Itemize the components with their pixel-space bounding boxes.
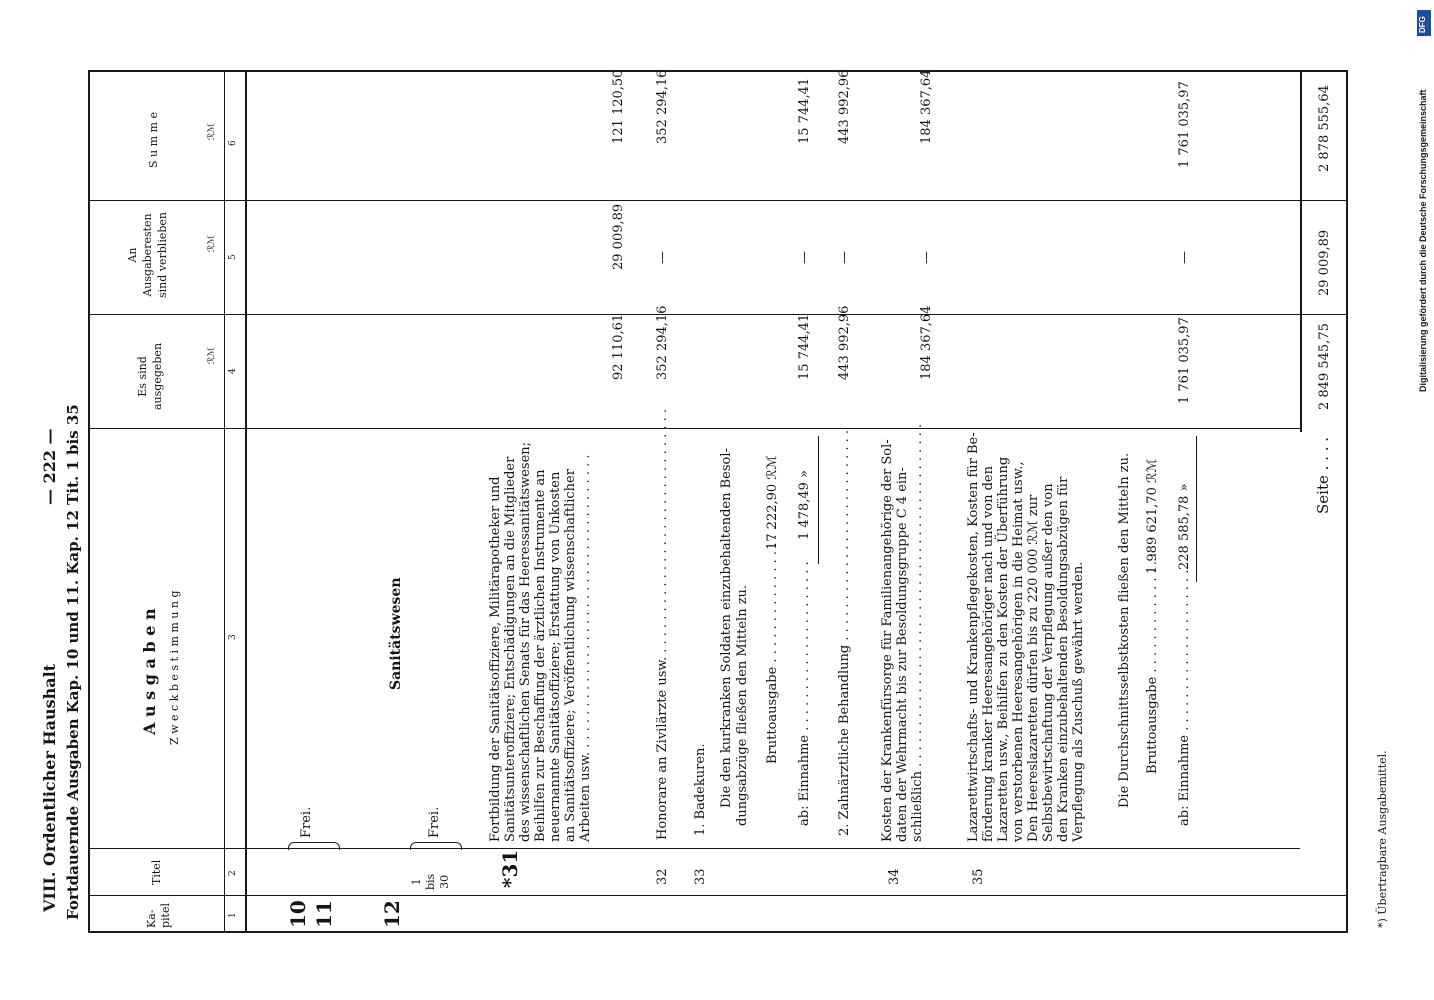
text-33-5: ab: Einnahme . . . . . . . . . . . . . . . . . . . . . (797, 561, 812, 826)
titel-31: *31 (498, 849, 522, 888)
titel-34: 34 (887, 868, 902, 885)
seite-label: Seite . . . . (1314, 437, 1332, 514)
value-33-einnahme: 1 478,49 » (797, 470, 812, 540)
colnum-3: 3 (228, 634, 238, 640)
text-33-3: dungsabzüge fließen den Mitteln zu. (735, 584, 750, 826)
rule-right-end (88, 70, 1348, 72)
text-31: Fortbildung der Sanitätsoffiziere, Militärapotheker und Sanitätsunteroffiziere; Entschädigungen an die Mitglieder des wissenschaftlichen Senats für das Heeressanitätswesen; Beihilfen zur Beschaffung der ärztlichen Instrumente an neuernannte Sanitätsoffiziere; Erstattung von Unkosten an Sanitätsoffiziere; Veröffentlichung wissenschaftlicher Arbeiten usw. . . . . . . . . . . . . . . . . . . . . . . . . . . . . . . . . . . . . (488, 441, 593, 842)
rule-kap-titel (88, 895, 1348, 896)
frei-note-1: Frei. (299, 806, 314, 838)
colnum-2: 2 (228, 870, 238, 876)
colnum-5: 5 (228, 254, 238, 260)
reste-31: 29 009,89 (611, 203, 626, 270)
summe-33-2: 443 992,96 (837, 69, 852, 144)
rule-left-end (88, 70, 90, 932)
text-32: Honorare an Zivilärzte usw. . . . . . . . . . . . . . . . . . . . . . . . . . . . . . . (655, 408, 670, 840)
col-ausgaben: A u s g a b e n (140, 608, 159, 735)
text-34: Kosten der Krankenfürsorge für Familienangehörige der Sol- daten der Wehrmacht bis zur Besoldungsgruppe C 4 ein- schließlich . . . . . . . . . . . . . . . . . . . . . . . . . . . . . . . . . . . . . . . . . . (880, 423, 925, 842)
dfg-logo-text: DFG (1418, 16, 1427, 33)
kapitel-12: 12 (380, 900, 404, 928)
seite-summe: 2 878 555,64 (1317, 85, 1332, 172)
ausgegeben-33: 15 744,41 (797, 313, 812, 380)
sum-rule-35 (1196, 436, 1197, 582)
summe-33: 15 744,41 (797, 77, 812, 144)
text-35: Lazarettwirtschafts- und Krankenpflegekosten, Kosten für Be- förderung kranker Heeresangehöriger nach und von den Lazaretten usw., Beihilfen zu den Kosten der Überführung von verstorbenen Heeresangehörigen in die Heimat usw., Den Heereslazaretten dürfen bis zu 220 000 ℛℳ zur Selbstbewirtschaftung der Verpflegung außer den von den Kranken einzubehaltenden Besoldungsabzügen für Verpflegung als Zuschuß gewährt werden. (966, 432, 1086, 842)
value-35-einnahme: 228 585,78 » (1177, 483, 1192, 570)
titel-35: 35 (971, 868, 986, 885)
summe-35: 1 761 035,97 (1177, 81, 1192, 168)
col-kapitel: Ka- pitel (145, 902, 172, 928)
rule-top (88, 931, 1348, 933)
reste-35: — (1177, 251, 1192, 264)
reste-32: — (655, 251, 670, 264)
summe-31: 121 120,50 (611, 69, 626, 144)
ausgegeben-33-2: 443 992,96 (837, 305, 852, 380)
rule-reste-summe (88, 200, 1348, 201)
brace-1 (288, 842, 340, 850)
ausgegeben-35: 1 761 035,97 (1177, 317, 1192, 404)
header-line2: Fortdauernde Ausgaben Kap. 10 und 11. Kap. 12 Tit. 1 bis 35 (64, 404, 82, 920)
text-33-2: Die den kurkranken Soldaten einzubehaltenden Besol- (719, 448, 734, 808)
col-summe: S u m m e (147, 112, 160, 168)
rule-bottom (1346, 70, 1348, 932)
rule-seite (1300, 70, 1302, 432)
footnote: *) Übertragbare Ausgabemittel. (1376, 750, 1389, 928)
col-ausgegeben: Es sind ausgegeben (136, 342, 164, 410)
colnum-4: 4 (228, 368, 238, 374)
frei-note-2: Frei. (427, 806, 442, 838)
value-35-brutto: 1 989 621,70 ℛℳ (1145, 458, 1160, 574)
col-titel: Titel (150, 859, 163, 885)
text-35-4: ab: Einnahme . . . . . . . . . . . . . . . . . . . . (1177, 569, 1192, 826)
colnum-6: 6 (228, 140, 238, 146)
sum-rule-33 (818, 436, 819, 564)
seite-ausgegeben: 2 849 545,75 (1317, 323, 1332, 410)
ausgegeben-34: 184 367,64 (919, 305, 934, 380)
unit-6: ℛℳ (207, 123, 217, 140)
text-35-2: Die Durchschnittsselbstkosten fließen den Mitteln zu. (1117, 452, 1132, 808)
unit-4: ℛℳ (207, 347, 217, 364)
ausgegeben-31: 92 110,61 (611, 313, 626, 380)
summe-32: 352 294,16 (655, 69, 670, 144)
text-33-1: 1. Badekuren. (693, 743, 708, 836)
kapitel-11: 11 (312, 900, 336, 928)
reste-34: — (919, 251, 934, 264)
text-33-4: Bruttoausgabe . . . . . . . . . . . . . . . . . (765, 526, 780, 764)
col-reste: An Ausgaberesten sind verblieben (126, 212, 169, 298)
reste-33-2: — (837, 251, 852, 264)
section-title: Sanitätswesen (388, 577, 404, 690)
summe-34: 184 367,64 (919, 69, 934, 144)
reste-33: — (797, 251, 812, 264)
kapitel-10: 10 (286, 900, 310, 928)
colnum-1: 1 (228, 912, 238, 918)
seite-reste: 29 009,89 (1317, 229, 1332, 296)
header-line1: VIII. Ordentlicher Haushalt (40, 663, 59, 912)
titel-32: 32 (655, 868, 670, 885)
page-number: — 222 — (40, 428, 59, 505)
brace-2 (410, 842, 462, 850)
titel-1-30: 1 bis 30 (410, 873, 451, 890)
col-zweck: Z w e c k b e s t i m m u n g (168, 590, 181, 745)
rule-text-ausg (88, 428, 1300, 429)
ausgegeben-32: 352 294,16 (655, 305, 670, 380)
text-33-6: 2. Zahnärztliche Behandlung . . . . . . . . . . . . . . . . . . . . . . . . . . (837, 429, 852, 836)
rule-titel-text (88, 848, 1300, 849)
side-note: Digitalisierung gefördert durch die Deutsche Forschungsgemeinschaft (1418, 89, 1428, 392)
text-35-3: Bruttoausgabe . . . . . . . . . . . . . . . (1145, 552, 1160, 774)
unit-5: ℛℳ (207, 235, 217, 252)
rule-ausg-reste (88, 314, 1348, 315)
titel-33: 33 (693, 868, 708, 885)
value-33-brutto: 17 222,90 ℛℳ (765, 455, 780, 550)
